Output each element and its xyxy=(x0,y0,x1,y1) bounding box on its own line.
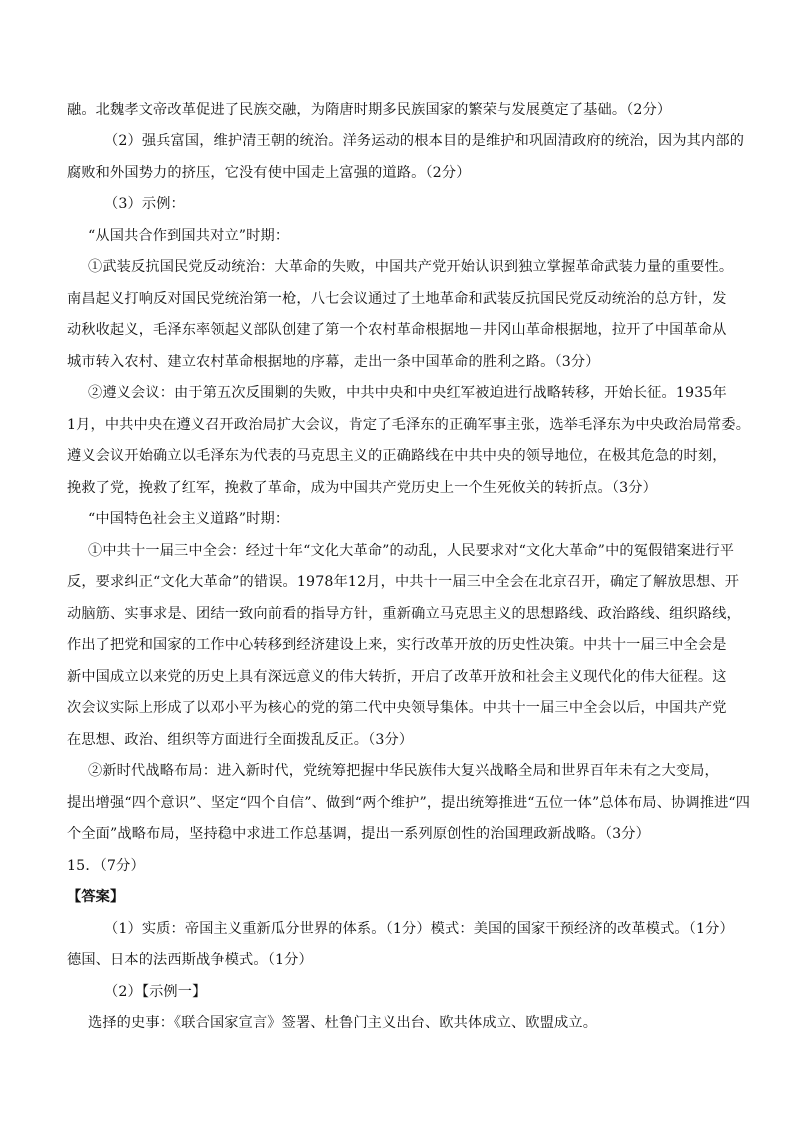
text-line-19: 新中国成立以来党的历史上具有深远意义的伟大转折，开启了改革开放和社会主义现代化的伟大征程。这 xyxy=(67,669,727,685)
text-line-24: 个全面”战略布局，坚持稳中求进工作总基调，提出一系列原创性的治国理政新战略。（3分） xyxy=(67,826,650,842)
text-line-4: （3）示例： xyxy=(104,196,185,212)
text-line-18: 作出了把党和国家的工作中心转移到经济建设上来，实行改革开放的历史性决策。中共十一届三中全会是 xyxy=(67,637,727,653)
text-line-6: ①武装反抗国民党反动统治：大革命的失败，中国共产党开始认识到独立掌握革命武装力量的重要性。 xyxy=(88,259,734,275)
text-line-2: （2）强兵富国，维护清王朝的统治。洋务运动的根本目的是维护和巩固清政府的统治，因为其内部的 xyxy=(104,133,745,149)
text-line-10: ②遵义会议：由于第五次反围剿的失败，中共中央和中央红军被迫进行战略转移，开始长征。1935年 xyxy=(88,385,727,401)
text-line-8: 动秋收起义，毛泽东率领起义部队创建了第一个农村革命根据地－井冈山革命根据地，拉开了中国革命从 xyxy=(67,322,727,338)
text-line-22: ②新时代战略布局：进入新时代，党统筹把握中华民族伟大复兴战略全局和世界百年未有之大变局， xyxy=(88,763,719,779)
text-line-9: 城市转入农村、建立农村革命根据地的序幕，走出一条中国革命的胜利之路。（3分） xyxy=(67,354,600,370)
text-line-27: （1）实质：帝国主义重新瓜分世界的体系。（1分）模式：美国的国家干预经济的改革模式。（1分） xyxy=(104,921,734,937)
text-line-7: 南昌起义打响反对国民党统治第一枪，八七会议通过了土地革命和武装反抗国民党反动统治的总方针，发 xyxy=(67,291,727,307)
text-line-28: 德国、日本的法西斯战争模式。（1分） xyxy=(67,952,313,968)
text-line-17: 动脑筋、实事求是、团结一致向前看的指导方针，重新确立马克思主义的思想路线、政治路线、组织路线， xyxy=(67,606,741,622)
text-line-15: ①中共十一届三中全会：经过十年“文化大革命”的动乱，人民要求对“文化大革命”中的冤假错案进行平 xyxy=(88,543,735,559)
text-line-12: 遵义会议开始确立以毛泽东为代表的马克思主义的正确路线在中共中央的领导地位，在极其危急的时刻， xyxy=(67,448,727,464)
text-line-20: 次会议实际上形成了以邓小平为核心的党的第二代中央领导集体。中共十一届三中全会以后，中国共产党 xyxy=(67,700,727,716)
text-line-3: 腐败和外国势力的挤压，它没有使中国走上富强的道路。（2分） xyxy=(67,165,471,181)
text-line-16: 反，要求纠正“文化大革命”的错误。1978年12月，中共十一届三中全会在北京召开，确定了解放思想、开 xyxy=(67,574,740,590)
text-line-13: 挽救了党，挽救了红军，挽救了革命，成为中国共产党历史上一个生死攸关的转折点。（3分） xyxy=(67,480,657,496)
question-number: 15．（7分） xyxy=(67,858,145,874)
example-heading: （2）【示例一】 xyxy=(104,984,207,1000)
text-line-1: 融。北魏孝文帝改革促进了民族交融，为隋唐时期多民族国家的繁荣与发展奠定了基础。（2分） xyxy=(67,102,672,118)
text-line-30: 选择的史事：《联合国家宣言》签署、杜鲁门主义出台、欧共体成立、欧盟成立。 xyxy=(88,1015,598,1031)
text-line-14: “中国特色社会主义道路”时期： xyxy=(88,511,290,527)
text-line-23: 提出增强“四个意识”、坚定“四个自信”、做到“两个维护”，提出统筹推进“五位一体”总体布局、协调推进“四 xyxy=(67,795,751,811)
text-line-21: 在思想、政治、组织等方面进行全面拨乱反正。（3分） xyxy=(67,732,414,748)
text-line-5: “从国共合作到国共对立”时期： xyxy=(88,228,290,244)
text-line-11: 1月，中共中央在遵义召开政治局扩大会议，肯定了毛泽东的正确军事主张，选举毛泽东为中央政治局常委。 xyxy=(67,417,751,433)
answer-heading: 【答案】 xyxy=(67,889,125,905)
